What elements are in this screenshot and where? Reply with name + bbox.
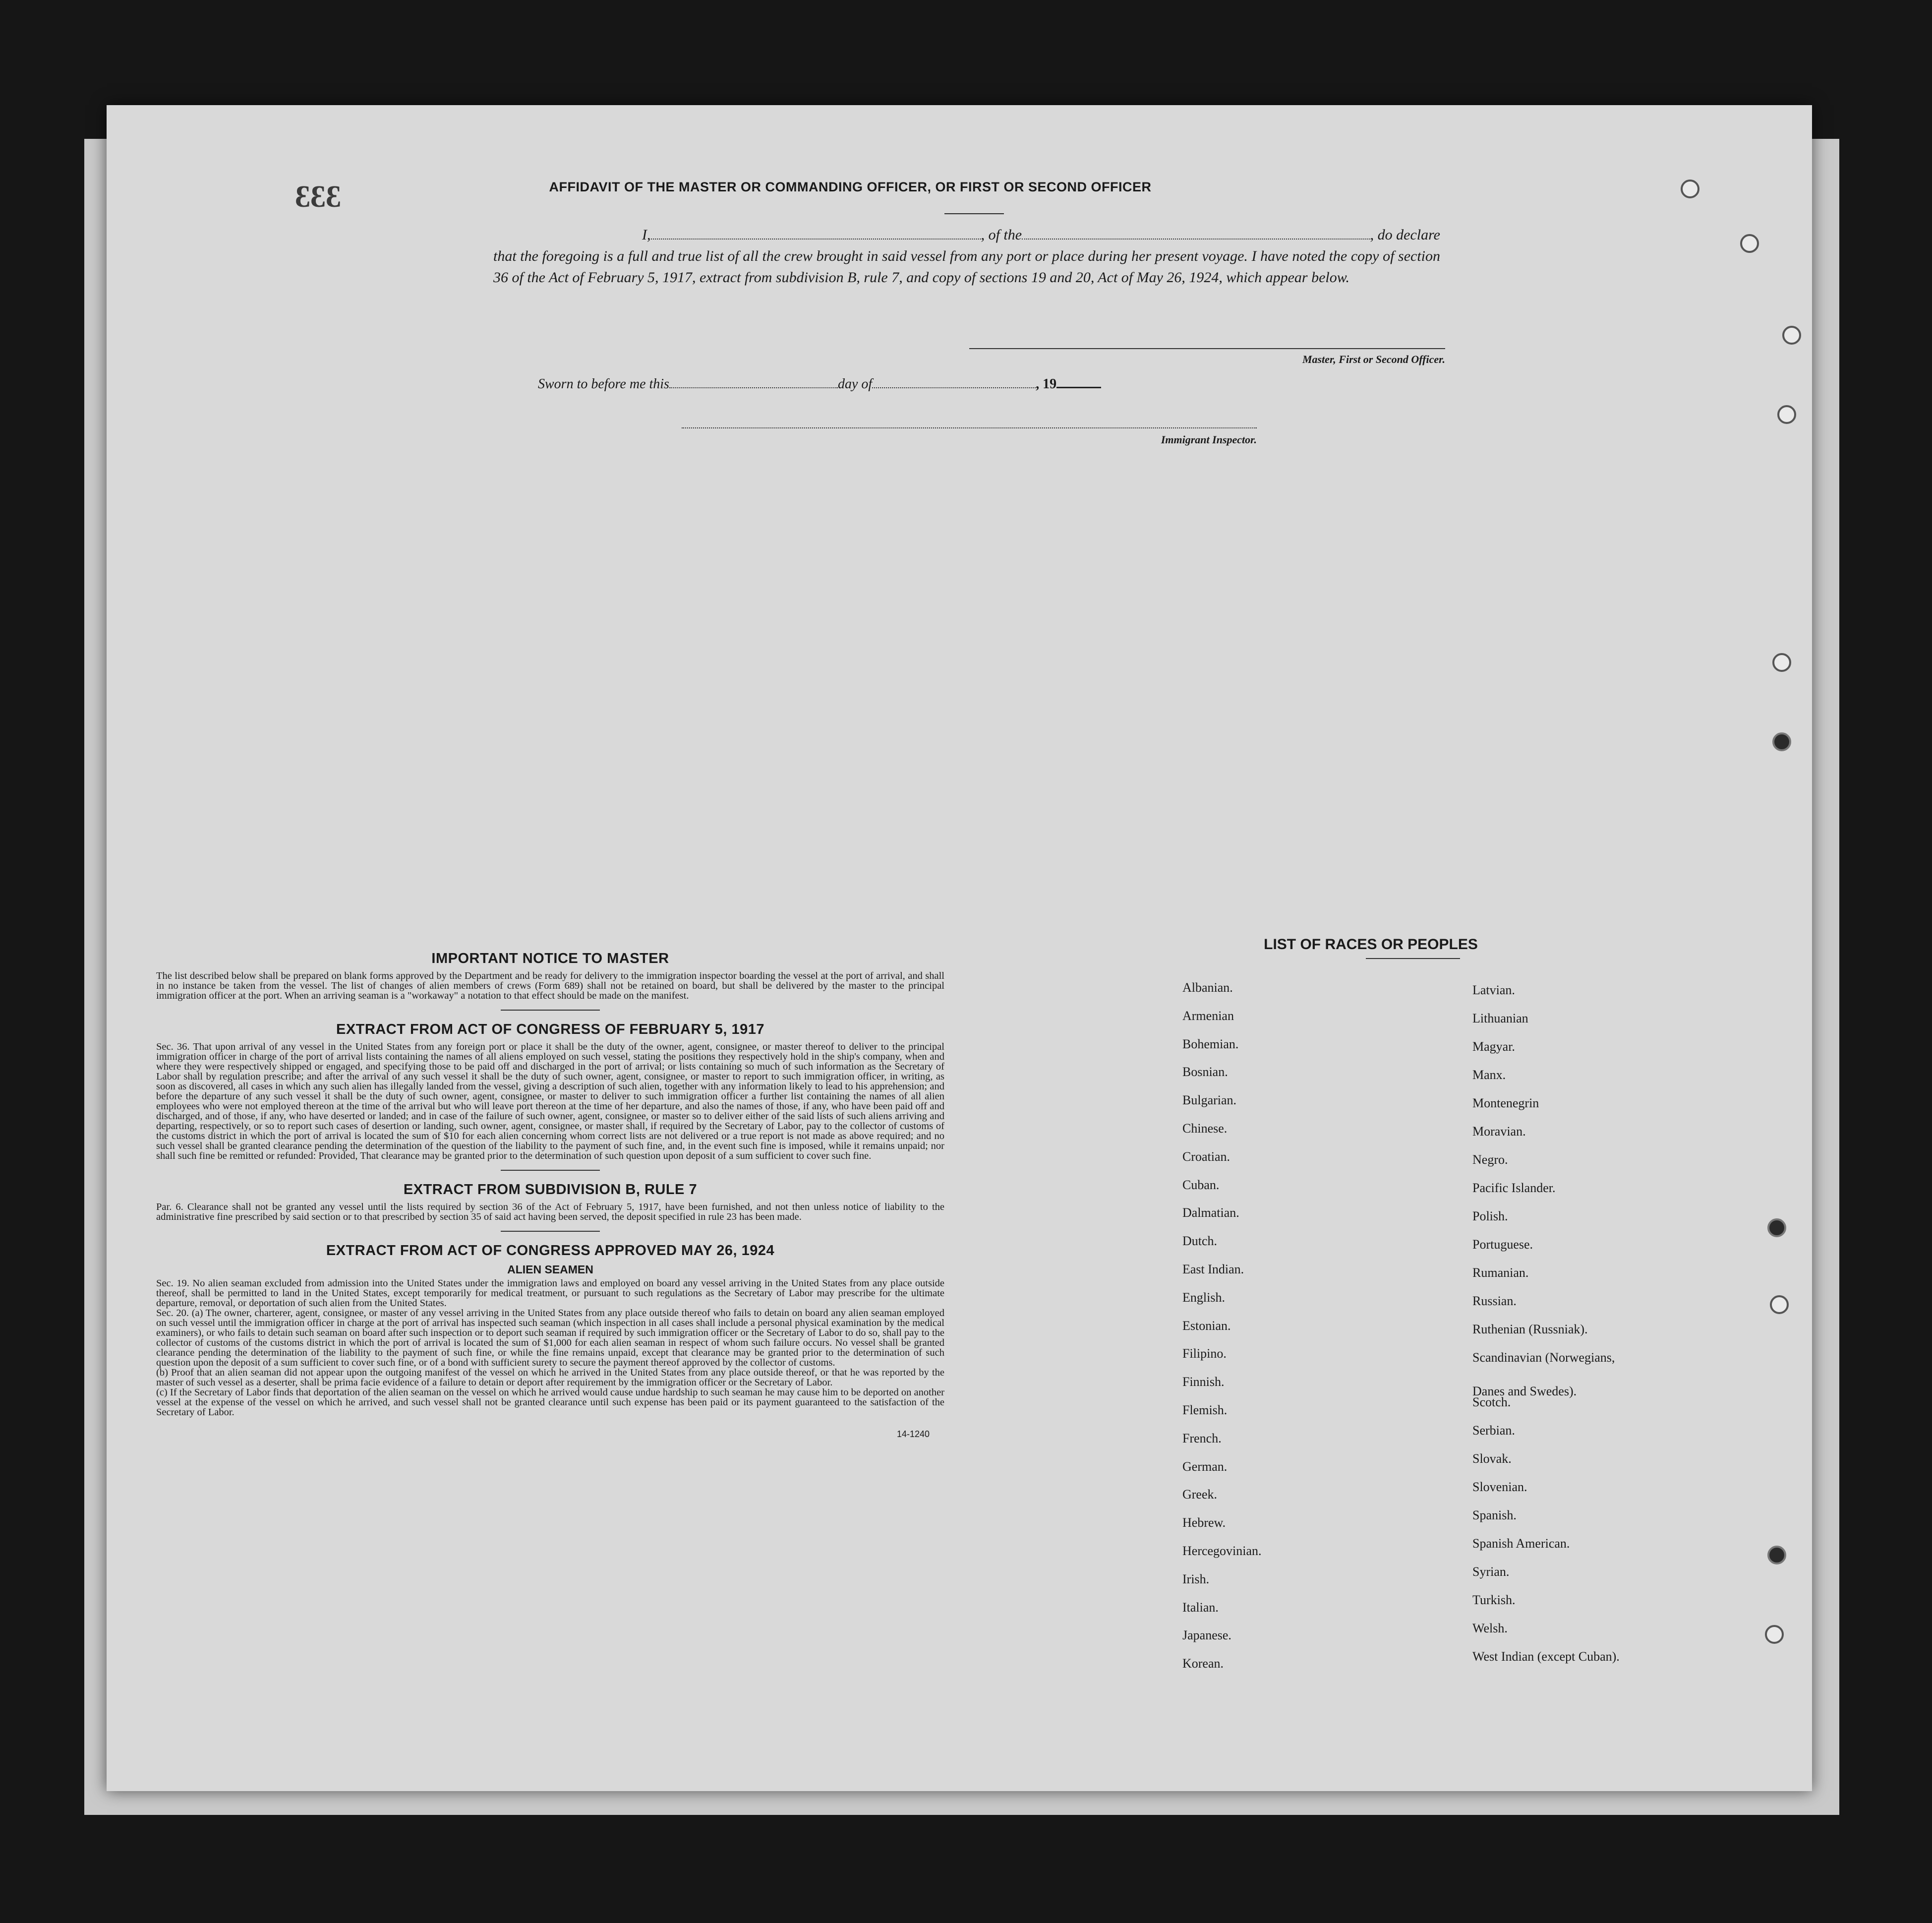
race-item: Greek.: [1182, 1487, 1218, 1502]
sworn-label: Sworn to before me this: [538, 376, 669, 392]
inspector-label: Immigrant Inspector.: [1161, 433, 1257, 446]
of-the-label: , of the: [981, 227, 1022, 243]
race-item: Latvian.: [1472, 983, 1515, 997]
race-item: Estonian.: [1182, 1319, 1231, 1333]
binder-hole: [1772, 653, 1791, 672]
notice-title: IMPORTANT NOTICE TO MASTER: [431, 951, 669, 966]
race-item: Montenegrin: [1472, 1096, 1539, 1110]
affidavit-text: that the foregoing is a full and true list of all the crew brought in said vessel from any port or place during her present voyage. I have noted the copy of section 36 of the Act of February 5, 1917, extract from subdivision B, rule 7, and copy of sections 19 and 20, Act of May 26, 1924, which appear below.: [493, 248, 1440, 286]
race-item: Polish.: [1472, 1209, 1508, 1223]
binder-hole: [1765, 1625, 1784, 1644]
race-item: Scandinavian (Norwegians,: [1472, 1350, 1615, 1365]
race-item: Finnish.: [1182, 1375, 1225, 1389]
race-item: Hebrew.: [1182, 1515, 1226, 1530]
sworn-month-blank[interactable]: [872, 375, 1036, 388]
race-item: Korean.: [1182, 1656, 1224, 1671]
title-rule: [944, 213, 1004, 214]
year-prefix: , 19: [1036, 376, 1057, 392]
do-declare-label: , do declare: [1370, 227, 1440, 243]
race-item: Italian.: [1182, 1600, 1219, 1615]
binder-hole: [1770, 1295, 1789, 1314]
notice-text: The list described below shall be prepared on blank forms approved by the Department and be ready for delivery to the immigration inspector boarding the vessel at the port of arrival, and shall in no instance be taken from the vessel. The list of changes of alien members of crews (Form 689) shall not be retained on board, but shall be delivered by the master to the principal immigration officer at the port. When an arriving seaman is a "workaway" a notation to that effect should be made on the manifest.: [156, 970, 944, 1001]
day-of-label: day of: [837, 376, 873, 392]
binder-hole: [1767, 1218, 1786, 1237]
sec-19-text: Sec. 19. No alien seaman excluded from admission into the United States under the immigration laws and employed on board any vessel arriving in the United States from any place outside thereof, shall be permitted to land in the United States, except temporarily for medical treatment, or pursuant to such regulations as the Secretary of Labor may prescribe for the ultimate departure, removal, or deportation of such alien from the United States.: [156, 1278, 944, 1309]
page-stamp: 333: [295, 180, 341, 214]
race-item: Rumanian.: [1472, 1265, 1529, 1280]
inspector-signature-line[interactable]: [682, 427, 1257, 428]
races-rule: [1366, 958, 1460, 959]
race-item: Portuguese.: [1472, 1237, 1533, 1252]
signature-line[interactable]: [969, 348, 1445, 349]
race-item: Chinese.: [1182, 1121, 1228, 1136]
race-item: East Indian.: [1182, 1262, 1244, 1276]
affidavit-declaration-line: [493, 224, 1440, 245]
race-item: Dutch.: [1182, 1234, 1218, 1248]
race-item: Syrian.: [1472, 1564, 1510, 1579]
sworn-line: [538, 375, 1182, 392]
manifest-page: [107, 105, 1812, 1791]
race-item: Pacific Islander.: [1472, 1181, 1556, 1195]
race-item: Turkish.: [1472, 1593, 1516, 1607]
act-1917-text: Sec. 36. That upon arrival of any vessel in the United States from any foreign port or place it shall be the duty of the owner, agent, consignee, or master thereof to deliver to the principal immigration officer in charge of the port of arrival lists containing the names of all aliens employed on such vessel, stating the positions they respectively hold in the ship's company, when and where they were respectively shipped or engaged, and specifying those to be paid off and discharged in the port of arrival; or lists containing so much of such information as the Secretary of Labor shall by regulation prescribe; and after the arrival of any such vessel it shall be the duty of such owner, agent, consignee, or master to report to such immigration officer, in writing, as soon as discovered, all cases in which any such alien has illegally landed from the vessel, giving a description of such alien, together with any information likely to lead to his apprehension; and before the departure of any such vessel it shall be the duty of such owner, agent, consignee, or master to deliver to such immigration officer a further list containing the names of all alien employees who were not employed thereon at the time of the arrival but who will leave port thereon at the time of her departure, and also the names of those, if any, who have been paid off and discharged, and of those, if any, who have deserted or landed; and in case of the failure of such owner, agent, consignee, or master so to deliver either of the said lists of such aliens arriving and departing, respectively, or so to report such cases of desertion or landing, such owner, agent, consignee, or master shall, if required by the Secretary of Labor, pay to the collector of customs of the customs district in which the port of arrival is located the sum of $10 for each alien concerning whom correct lists are not delivered or a true report is not made as above required; and no such vessel shall be granted clearance pending the determination of the question of the liability to the payment of such fine, and, in the event such fine is imposed, while it remains unpaid; nor shall such fine be remitted or refunded: Provided, That clearance may be granted prior to the determination of such question upon deposit of a sum sufficient to cover such fine.: [156, 1041, 944, 1161]
race-item: Croatian.: [1182, 1149, 1230, 1164]
race-item: Bosnian.: [1182, 1065, 1228, 1079]
affidavit-title: AFFIDAVIT OF THE MASTER OR COMMANDING OFFICER, OR FIRST OR SECOND OFFICER: [549, 180, 1152, 194]
binder-hole: [1777, 405, 1796, 424]
binder-hole: [1740, 234, 1759, 253]
act-1924-title: EXTRACT FROM ACT OF CONGRESS APPROVED MAY 26, 1924: [326, 1243, 775, 1259]
binder-hole: [1782, 326, 1801, 345]
race-item: Negro.: [1472, 1152, 1508, 1167]
sec-20a-text: Sec. 20. (a) The owner, charterer, agent, consignee, or master of any vessel arriving in the United States from any place outside thereof who fails to detain on board any alien seaman employed on such vessel until the immigration officer in charge at the port of arrival has inspected such seaman (which inspection in all cases shall include a personal physical examination by the medical examiners), or who fails to detain such seaman on board after such inspection or to deport such seaman if required by such immigration officer or the Secretary of Labor to do so, shall pay to the collector of customs of the customs district in which the port of arrival is located the sum of $1,000 for each alien seaman in respect of whom such failure occurs. No vessel shall be granted clearance pending the determination of the liability to the payment of such fine, or while the fine remains unpaid, except that clearance may be granted prior to the determination of such question upon the deposit of a sum sufficient to cover such fine, or of a bond with sufficient surety to secure the payment thereof approved by the collector of customs.: [156, 1308, 944, 1368]
race-item: Serbian.: [1472, 1423, 1515, 1438]
sec-20c-text: (c) If the Secretary of Labor finds that deportation of the alien seaman on the vessel on which he arrived would cause undue hardship to such seaman he may cause him to be deported on another vessel at the expense of the vessel on which he arrived, and such vessel shall not be granted clearance until such expense has been paid or its payment guaranteed to the satisfaction of the Secretary of Labor.: [156, 1387, 944, 1418]
binder-hole: [1772, 732, 1791, 751]
race-item: Scotch.: [1472, 1395, 1511, 1409]
race-item: Manx.: [1472, 1068, 1506, 1082]
race-item: Spanish.: [1472, 1508, 1517, 1522]
race-item: Cuban.: [1182, 1178, 1220, 1192]
rule-7-text: Par. 6. Clearance shall not be granted any vessel until the lists required by section 36 of the Act of February 5, 1917, have been furnished, and not then unless notice of liability to the administrative fine prescribed by said section or to that prescribed by section 35 of said act having been served, the deposit specified in rule 23 has been made.: [156, 1202, 944, 1222]
race-item: Magyar.: [1472, 1039, 1515, 1054]
race-item: Armenian: [1182, 1009, 1234, 1023]
race-item: West Indian (except Cuban).: [1472, 1649, 1620, 1664]
binder-hole: [1681, 180, 1699, 198]
notice-section: [156, 951, 944, 1440]
officer-name-blank[interactable]: [651, 227, 981, 240]
race-item: Albanian.: [1182, 980, 1233, 995]
race-item: Irish.: [1182, 1572, 1210, 1586]
race-item: English.: [1182, 1290, 1225, 1305]
race-item: Bohemian.: [1182, 1037, 1239, 1051]
race-item: Bulgarian.: [1182, 1093, 1237, 1107]
race-item: Spanish American.: [1472, 1536, 1570, 1551]
i-label: I,: [642, 227, 651, 243]
vessel-name-blank[interactable]: [1022, 227, 1370, 240]
race-item: Hercegovinian.: [1182, 1544, 1262, 1558]
signature-label: Master, First or Second Officer.: [1302, 353, 1445, 365]
race-item: Japanese.: [1182, 1628, 1231, 1642]
race-item: Dalmatian.: [1182, 1205, 1239, 1220]
separator: [501, 1010, 600, 1011]
race-item: German.: [1182, 1459, 1228, 1474]
sec-20b-text: (b) Proof that an alien seaman did not appear upon the outgoing manifest of the vessel on which he arrived in the United States from any place outside thereof, or that he was reported by the master of such vessel as a deserter, shall be prima facie evidence of a failure to detain or deport after requirement by the immigration officer or the Secretary of Labor.: [156, 1367, 944, 1388]
race-item: Flemish.: [1182, 1403, 1228, 1417]
race-item: Filipino.: [1182, 1346, 1227, 1361]
race-item: Welsh.: [1472, 1621, 1508, 1635]
race-item: Slovak.: [1472, 1451, 1512, 1466]
act-1917-title: EXTRACT FROM ACT OF CONGRESS OF FEBRUARY 5, 1917: [336, 1022, 765, 1037]
sworn-day-blank[interactable]: [669, 375, 838, 388]
race-item: Slovenian.: [1472, 1480, 1527, 1494]
sworn-year-blank[interactable]: [1056, 376, 1101, 388]
act-1924-subtitle: ALIEN SEAMEN: [507, 1263, 593, 1276]
race-item: Lithuanian: [1472, 1011, 1528, 1025]
races-title: LIST OF RACES OR PEOPLES: [1264, 936, 1478, 953]
race-item: Russian.: [1472, 1294, 1517, 1308]
rule-7-title: EXTRACT FROM SUBDIVISION B, RULE 7: [403, 1182, 698, 1198]
race-item: Danes and Swedes).: [1472, 1384, 1577, 1398]
affidavit-body: [493, 224, 1440, 288]
race-item: French.: [1182, 1431, 1222, 1445]
separator: [501, 1231, 600, 1232]
binder-hole: [1767, 1546, 1786, 1564]
form-number: 14-1240: [896, 1429, 930, 1439]
race-item: Ruthenian (Russniak).: [1472, 1322, 1588, 1336]
race-item: Moravian.: [1472, 1124, 1526, 1139]
separator: [501, 1170, 600, 1171]
